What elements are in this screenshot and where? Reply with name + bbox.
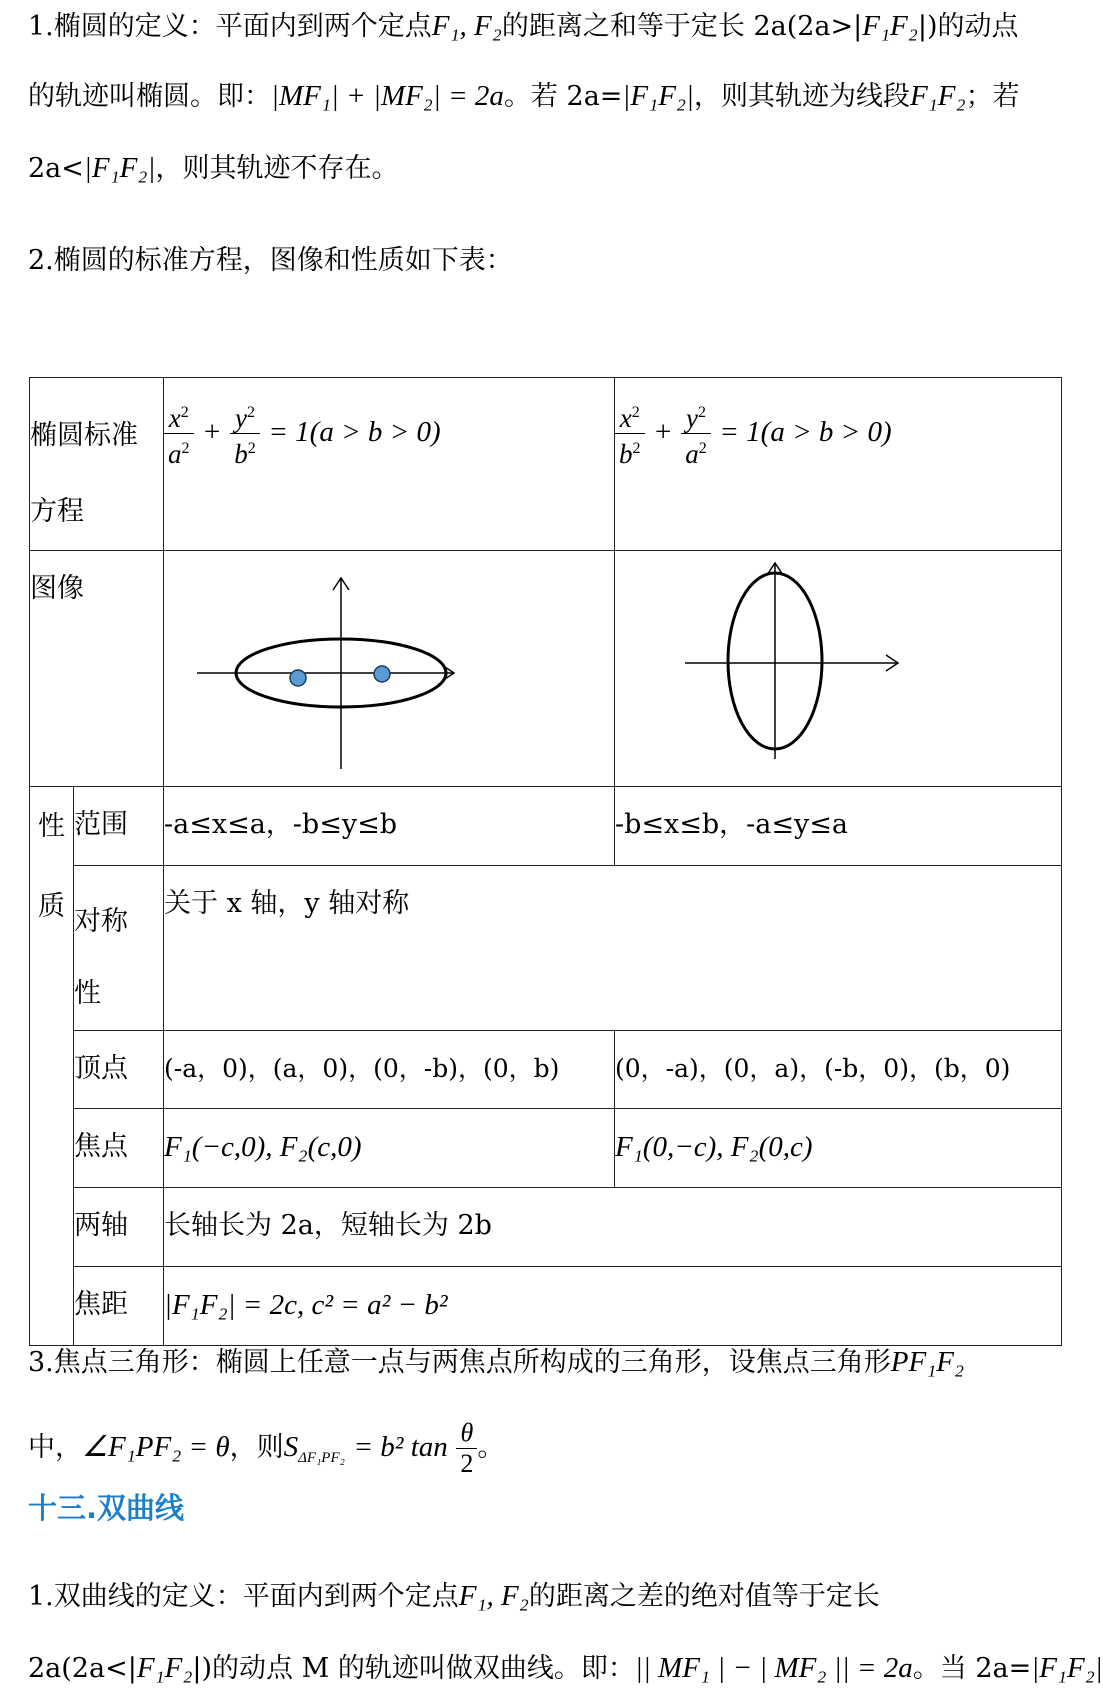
math-area: S <box>283 1431 299 1463</box>
axes-value: 长轴长为 2a，短轴长为 2b <box>164 1210 492 1241</box>
range-cell-2 <box>615 787 1062 866</box>
table-row-axes <box>30 1188 1062 1267</box>
table-row-range <box>30 787 1062 866</box>
ellipse-table-intro <box>28 243 1062 279</box>
focus-cell-2 <box>615 1109 1062 1188</box>
equation-cell-1: $\frac{x^2}{a^2}$ + $\frac{y^2}{b^2}$ = 1(a > b > 0) <box>164 378 615 551</box>
text: 2a(2a<| <box>28 1653 137 1684</box>
equation-label-cell <box>30 378 164 551</box>
equation-rest: = 1(a > b > 0) <box>719 416 892 448</box>
text: ；若 <box>965 81 1020 112</box>
ellipse-definition-line-1 <box>28 8 1062 45</box>
math-area-formula: = b² tan <box>353 1431 448 1463</box>
symmetry-label-cell <box>74 866 164 1031</box>
symmetry-label: 对称性 <box>74 906 128 1009</box>
focus-label-cell <box>74 1109 164 1188</box>
hyperbola-definition-line-2 <box>28 1650 1103 1687</box>
ellipse-vertical-cell <box>615 551 1062 787</box>
text: ，则 <box>229 1432 284 1463</box>
equation-cell-2: $\frac{x^2}{b^2}$ + $\frac{y^2}{a^2}$ = 1(a > b > 0) <box>615 378 1062 551</box>
vertex-label-cell <box>74 1031 164 1109</box>
range-label-cell <box>74 787 164 866</box>
table-row-symmetry <box>30 866 1062 1031</box>
table-row-vertex <box>30 1031 1062 1109</box>
ellipse-vertical-figure <box>615 551 1062 786</box>
axes-label: 两轴 <box>74 1210 128 1241</box>
text: 。若 2a= <box>503 81 623 112</box>
focal-triangle-line-2 <box>28 1418 1062 1479</box>
fraction-x2-a2: $\frac{x^2}{a^2}$ <box>164 398 194 469</box>
focus-value: F₁(−c,0), F₂(c,0) <box>164 1131 362 1163</box>
table-row-equation <box>30 378 1062 551</box>
math-segment: F₁F₂ <box>136 1652 193 1684</box>
text: ，则其轨迹为线段 <box>693 81 910 112</box>
math-foci: F₁, F₂ <box>431 10 502 42</box>
focal-cell <box>164 1267 1062 1346</box>
ellipse-horizontal-figure <box>164 551 615 786</box>
focal-label: 焦距 <box>74 1289 128 1320</box>
vertex-value: (0，-a)，(0，a)，(-b，0)，(b，0) <box>615 1054 1011 1083</box>
properties-label-cell <box>30 787 74 1346</box>
math-segment: F₁F₂ <box>862 10 918 42</box>
math-segment: |F₁F₂| <box>83 152 156 184</box>
math-segment: |F₁F₂| <box>1031 1652 1103 1684</box>
vertex-cell-1 <box>164 1031 615 1109</box>
section-heading-hyperbola: 十三.双曲线 <box>28 1491 185 1525</box>
text: |)的动点 M 的轨迹叫做双曲线。即： <box>192 1653 635 1684</box>
table-row-focus <box>30 1109 1062 1188</box>
table-row-image <box>30 551 1062 787</box>
table-row-focal-distance <box>30 1267 1062 1346</box>
focal-label-cell <box>74 1267 164 1346</box>
axes-label-cell <box>74 1188 164 1267</box>
text: 。 <box>477 1432 505 1463</box>
range-value: -b≤x≤b，-a≤y≤a <box>615 809 848 840</box>
image-label: 图像 <box>30 573 84 604</box>
text: ，则其轨迹不存在。 <box>155 153 399 184</box>
focus-value: F₁(0,−c), F₂(0,c) <box>615 1131 813 1163</box>
vertex-label: 顶点 <box>74 1053 128 1084</box>
symmetry-value: 关于 x 轴，y 轴对称 <box>164 888 410 919</box>
ellipse-properties-table <box>29 377 1062 1346</box>
math-equation: |MF₁| + |MF₂| = 2a <box>271 80 504 112</box>
range-value: -a≤x≤a，-b≤y≤b <box>164 809 397 840</box>
fraction-theta-2: $\frac{\theta}{2}$ <box>456 1418 477 1479</box>
range-label: 范围 <box>74 809 128 840</box>
text: 2a< <box>28 153 84 184</box>
math-equation: || MF₁ | − | MF₂ || = 2a <box>634 1652 913 1684</box>
math-foci: F₁, F₂ <box>458 1580 529 1612</box>
focus-point-f2 <box>374 666 390 682</box>
text: 1.椭圆的定义：平面内到两个定点 <box>28 11 432 42</box>
axes-cell <box>164 1188 1062 1267</box>
text: 1.双曲线的定义：平面内到两个定点 <box>28 1581 459 1612</box>
equation-rest: = 1(a > b > 0) <box>268 416 441 448</box>
focus-cell-1 <box>164 1109 615 1188</box>
fraction-y2-a2: $\frac{y^2}{a^2}$ <box>681 398 711 469</box>
fraction-y2-b2: $\frac{y^2}{b^2}$ <box>230 398 260 469</box>
focus-label: 焦点 <box>74 1131 128 1162</box>
text: 2.椭圆的标准方程，图像和性质如下表： <box>28 245 513 276</box>
vertex-cell-2 <box>615 1031 1062 1109</box>
math-segment: F₁F₂ <box>909 80 966 112</box>
text: 中， <box>28 1432 82 1463</box>
equation-label: 椭圆标准方程 <box>30 420 138 527</box>
image-label-cell <box>30 551 164 787</box>
math-area-subscript: ΔF₁PF₂ <box>298 1450 345 1466</box>
text: 3.焦点三角形：椭圆上任意一点与两焦点所构成的三角形，设焦点三角形 <box>28 1347 891 1378</box>
properties-label: 性质 <box>38 811 65 922</box>
math-triangle: PF₁F₂ <box>890 1346 965 1378</box>
text: 的距离之差的绝对值等于定长 <box>528 1581 880 1612</box>
hyperbola-definition-line-1 <box>28 1578 1062 1615</box>
text: 的轨迹叫椭圆。即： <box>28 81 271 112</box>
fraction-x2-b2: $\frac{x^2}{b^2}$ <box>615 398 645 469</box>
ellipse-definition-line-2 <box>28 78 1062 115</box>
ellipse-definition-line-3 <box>28 150 1062 187</box>
text: |)的动点 <box>917 11 1019 42</box>
focal-triangle-line-1 <box>28 1344 1062 1381</box>
math-angle: ∠F₁PF₂ = θ <box>82 1431 230 1463</box>
focal-value: |F₁F₂| = 2c, c² = a² − b² <box>164 1289 448 1321</box>
ellipse-horizontal-cell <box>164 551 615 787</box>
text: 。当 2a= <box>912 1653 1032 1684</box>
text: 的距离之和等于定长 2a(2a>| <box>501 11 863 42</box>
math-segment: |F₁F₂| <box>622 80 694 112</box>
range-cell-1 <box>164 787 615 866</box>
vertex-value: (-a，0)，(a，0)，(0，-b)，(0，b) <box>164 1054 560 1083</box>
focus-point-f1 <box>290 670 306 686</box>
symmetry-cell <box>164 866 1062 1031</box>
